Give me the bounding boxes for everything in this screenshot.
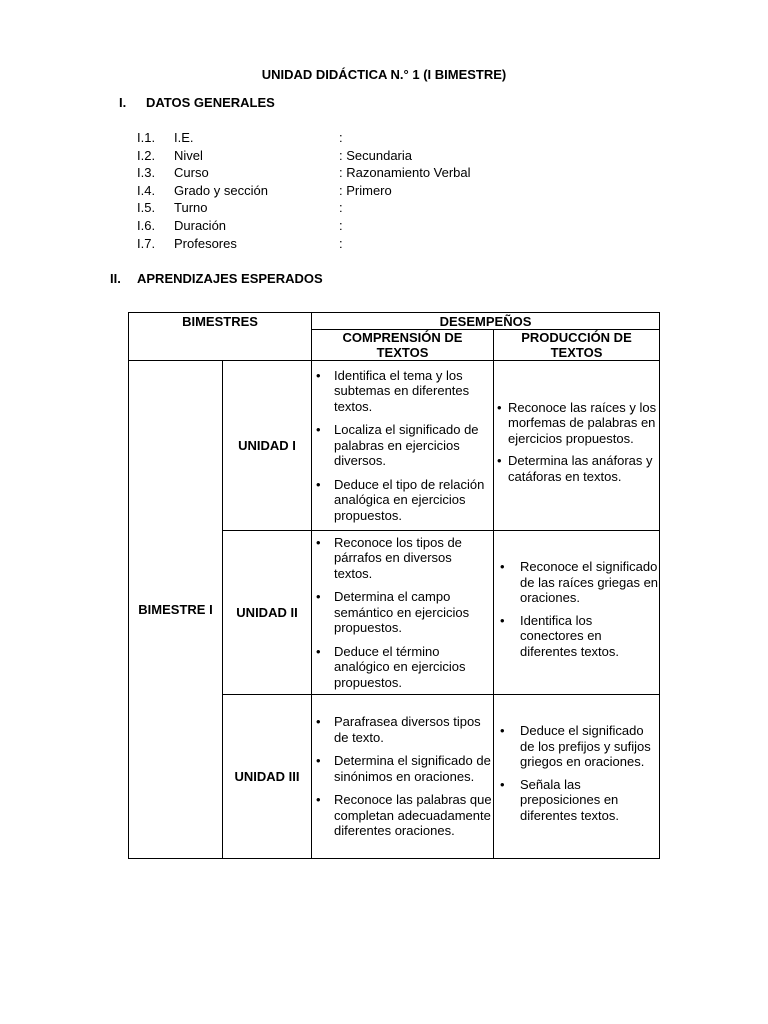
produccion-cell xyxy=(494,531,660,695)
bimestre-cell: BIMESTRE I xyxy=(129,361,223,859)
item-value: : Razonamiento Verbal xyxy=(339,165,471,181)
item-code: I.7. xyxy=(137,235,156,251)
item-value: : xyxy=(339,130,343,145)
document-title: UNIDAD DIDÁCTICA N.° 1 (I BIMESTRE) xyxy=(261,67,507,82)
list-item xyxy=(0,217,768,235)
header-desempenos: DESEMPEÑOS xyxy=(312,313,660,330)
item-value: : xyxy=(339,235,343,251)
section-number: I. xyxy=(119,95,127,110)
item-value: : Primero xyxy=(339,182,392,198)
list-item: • Localiza el significado de palabras en ejercicios diversos. xyxy=(312,422,493,469)
general-data-list xyxy=(0,129,768,252)
item-code: I.2. xyxy=(137,147,156,163)
item-label: Grado y sección xyxy=(174,182,268,198)
list-item: • Parafrasea diversos tipos de texto. xyxy=(312,714,493,745)
item-label: Duración xyxy=(174,217,227,233)
item-code: I.4. xyxy=(137,182,156,198)
comprension-cell xyxy=(312,361,494,531)
performance-table xyxy=(128,312,660,859)
item-label: Nivel xyxy=(174,147,203,163)
list-item: • Señala las preposiciones en diferentes textos. xyxy=(494,777,659,824)
unit-label: UNIDAD I xyxy=(223,361,312,531)
item-value: : Secundaria xyxy=(339,147,412,163)
unit-label: UNIDAD III xyxy=(223,695,312,859)
header-comprension: COMPRENSIÓN DE TEXTOS xyxy=(312,330,494,361)
header-produccion: PRODUCCIÓN DE TEXTOS xyxy=(494,330,660,361)
list-item xyxy=(0,199,768,217)
item-label: I.E. xyxy=(174,130,194,145)
item-label: Curso xyxy=(174,165,209,181)
list-item xyxy=(0,164,768,182)
list-item xyxy=(0,147,768,165)
item-code: I.6. xyxy=(137,217,156,233)
list-item xyxy=(0,129,768,147)
item-label: Profesores xyxy=(174,235,237,251)
list-item xyxy=(0,235,768,253)
list-item: • Determina las anáforas y catáforas en textos. xyxy=(494,453,659,484)
item-label: Turno xyxy=(174,200,208,216)
list-item xyxy=(0,182,768,200)
list-item: • Deduce el significado de los prefijos y sufijos griegos en oraciones. xyxy=(494,723,659,770)
item-value: : xyxy=(339,200,343,216)
item-code: I.5. xyxy=(137,200,156,216)
item-code: I.3. xyxy=(137,165,156,181)
comprension-cell xyxy=(312,531,494,695)
section-title: DATOS GENERALES xyxy=(146,95,275,110)
list-item: • Reconoce las raíces y los morfemas de palabras en ejercicios propuestos. xyxy=(494,400,659,447)
section-number: II. xyxy=(110,271,121,286)
produccion-cell xyxy=(494,361,660,531)
list-item: • Deduce el término analógico en ejercicios propuestos. xyxy=(312,644,493,691)
list-item: • Reconoce las palabras que completan adecuadamente diferentes oraciones. xyxy=(312,792,493,839)
section-title: APRENDIZAJES ESPERADOS xyxy=(137,271,323,286)
unit-label: UNIDAD II xyxy=(223,531,312,695)
list-item: • Identifica el tema y los subtemas en diferentes textos. xyxy=(312,368,493,415)
produccion-cell xyxy=(494,695,660,859)
list-item: • Determina el significado de sinónimos en oraciones. xyxy=(312,753,493,784)
list-item: • Determina el campo semántico en ejercicios propuestos. xyxy=(312,589,493,636)
list-item: • Deduce el tipo de relación analógica en ejercicios propuestos. xyxy=(312,477,493,524)
list-item: • Reconoce los tipos de párrafos en diversos textos. xyxy=(312,535,493,582)
header-bimestres: BIMESTRES xyxy=(129,313,312,361)
list-item: • Reconoce el significado de las raíces griegas en oraciones. xyxy=(494,559,659,606)
comprension-cell xyxy=(312,695,494,859)
item-code: I.1. xyxy=(137,130,156,145)
list-item: • Identifica los conectores en diferentes textos. xyxy=(494,613,659,660)
item-value: : xyxy=(339,217,343,233)
